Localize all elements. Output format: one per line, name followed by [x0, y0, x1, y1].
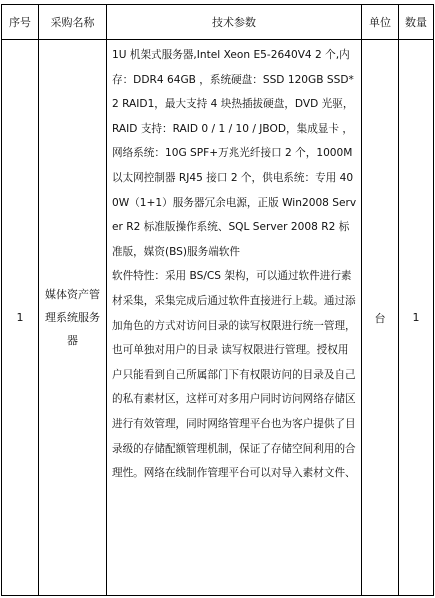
header-name: 采购名称 — [39, 5, 107, 40]
table-row — [2, 40, 434, 596]
header-row — [2, 5, 434, 40]
cell-name: 媒体资产管理系统服务器 — [39, 40, 107, 596]
spec-paragraph-hardware: 1U 机架式服务器,Intel Xeon E5-2640V4 2 个,内存：DDR4 64GB ，系统硬盘：SSD 120GB SSD*2 RAID1，最大支持 4 块热插拔硬盘，DVD 光驱，RAID 支持：RAID 0 / 1 / 10 / JBOD，集成显卡 ，网络系统：10G SPF+万兆光纤接口 2 个，1000M 以太网控制器 RJ45 接口 2 个，供电系统：专用 400W（1+1）服务器冗余电源，正版 Win2008 Server R2 标准版操作系统、SQL Server 2008 R2 标准版，媒资(BS)服务端软件 — [112, 49, 357, 258]
cell-spec — [107, 40, 362, 596]
spec-paragraph-software: 软件特性：采用 BS/CS 架构，可以通过软件进行素材采集，采集完成后通过软件直接进行上载。通过添加角色的方式对访问目录的读写权限进行统一管理，也可单独对用户的目录 读写权限进行管理。授权用户只能看到自己所属部门下有权限访问的目录及自己的私有素材区，这样可对多用户同时访问网络存储区进行有效管理，同时网络管理平台也为客户提供了目录级的存储配额管理机制，保证了存储空间利用的合理性。网络在线制作管理平台可以对导入素材文件、 — [112, 270, 356, 480]
cell-unit: 台 — [362, 40, 399, 596]
header-spec: 技术参数 — [107, 5, 362, 40]
cell-index: 1 — [2, 40, 39, 596]
cell-quantity: 1 — [399, 40, 434, 596]
procurement-table — [1, 4, 434, 596]
header-unit: 单位 — [362, 5, 399, 40]
header-quantity: 数量 — [399, 5, 434, 40]
header-index: 序号 — [2, 5, 39, 40]
